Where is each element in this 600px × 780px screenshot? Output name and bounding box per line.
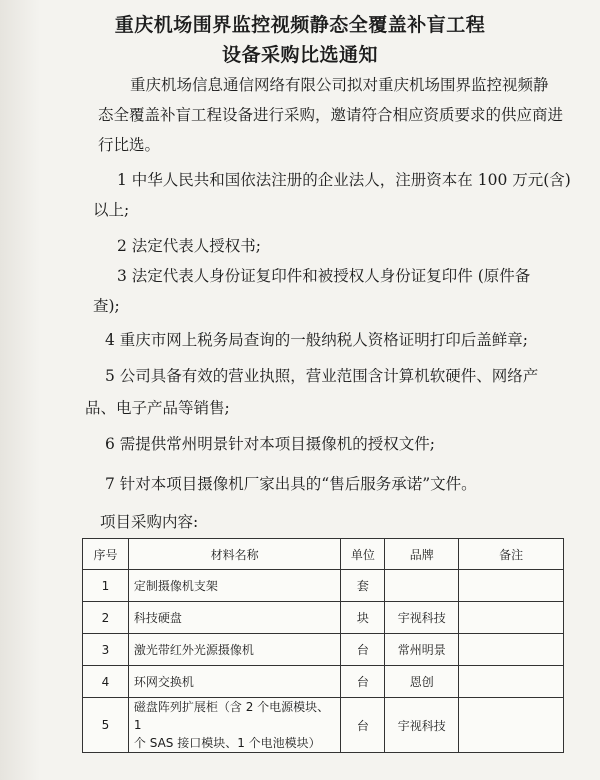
table-row xyxy=(83,602,564,634)
requirement-7: 7 针对本项目摄像机厂家出具的“售后服务承诺”文件。 xyxy=(105,475,477,493)
row-brand xyxy=(385,570,459,602)
procurement-table xyxy=(82,538,564,753)
row-unit: 台 xyxy=(341,666,385,698)
requirement-3-line-2: 查); xyxy=(93,297,120,315)
requirement-5-line-2: 品、电子产品等销售; xyxy=(85,399,230,417)
header-brand: 品牌 xyxy=(385,539,459,570)
row-unit: 台 xyxy=(341,698,385,753)
row-brand: 恩创 xyxy=(385,666,459,698)
row-no: 4 xyxy=(83,666,129,698)
row-note xyxy=(459,666,564,698)
row-note xyxy=(459,602,564,634)
row-no: 1 xyxy=(83,570,129,602)
row-no: 2 xyxy=(83,602,129,634)
table-row xyxy=(83,570,564,602)
table-row xyxy=(83,634,564,666)
row-material-line-2: 个 SAS 接口模块、1 个电池模块） xyxy=(133,736,321,750)
row-material: 环网交换机 xyxy=(128,666,340,698)
doc-subtitle: 设备采购比选通知 xyxy=(221,44,378,66)
requirement-2: 2 法定代表人授权书; xyxy=(117,237,262,255)
table-row xyxy=(83,666,564,698)
row-brand: 常州明景 xyxy=(385,634,459,666)
row-material-line-1: 磁盘阵列扩展柜（含 2 个电源模块、1 xyxy=(133,700,330,732)
requirement-4: 4 重庆市网上税务局查询的一般纳税人资格证明打印后盖鲜章; xyxy=(105,331,529,349)
requirement-1-line-1: 1 中华人民共和国依法注册的企业法人，注册资本在 100 万元(含) xyxy=(117,171,571,189)
row-material: 定制摄像机支架 xyxy=(128,570,340,602)
table-caption: 项目采购内容: xyxy=(100,513,199,531)
row-note xyxy=(459,570,564,602)
table-row xyxy=(83,698,564,753)
header-no: 序号 xyxy=(83,539,129,570)
header-unit: 单位 xyxy=(341,539,385,570)
intro-line-3: 行比选。 xyxy=(98,136,161,154)
requirement-6: 6 需提供常州明景针对本项目摄像机的授权文件; xyxy=(105,435,436,453)
requirement-3-line-1: 3 法定代表人身份证复印件和被授权人身份证复印件 (原件备 xyxy=(117,267,531,285)
row-material: 科技硬盘 xyxy=(128,602,340,634)
page-shadow xyxy=(0,0,40,780)
row-unit: 套 xyxy=(341,570,385,602)
row-no: 3 xyxy=(83,634,129,666)
row-note xyxy=(459,698,564,753)
row-brand: 宇视科技 xyxy=(385,602,459,634)
header-note: 备注 xyxy=(459,539,564,570)
doc-title: 重庆机场围界监控视频静态全覆盖补盲工程 xyxy=(114,14,486,36)
row-unit: 台 xyxy=(341,634,385,666)
requirement-1-line-2: 以上; xyxy=(93,201,130,219)
row-note xyxy=(459,634,564,666)
row-no: 5 xyxy=(83,698,129,753)
table-header-row xyxy=(83,539,564,570)
row-material: 激光带红外光源摄像机 xyxy=(128,634,340,666)
intro-line-1: 重庆机场信息通信网络有限公司拟对重庆机场围界监控视频静 xyxy=(130,76,549,94)
header-material: 材料名称 xyxy=(128,539,340,570)
row-unit: 块 xyxy=(341,602,385,634)
requirement-5-line-1: 5 公司具备有效的营业执照，营业范围含计算机软硬件、网络产 xyxy=(105,367,539,385)
row-brand: 宇视科技 xyxy=(385,698,459,753)
intro-line-2: 态全覆盖补盲工程设备进行采购，邀请符合相应资质要求的供应商进 xyxy=(98,106,564,124)
row-material xyxy=(128,698,340,753)
